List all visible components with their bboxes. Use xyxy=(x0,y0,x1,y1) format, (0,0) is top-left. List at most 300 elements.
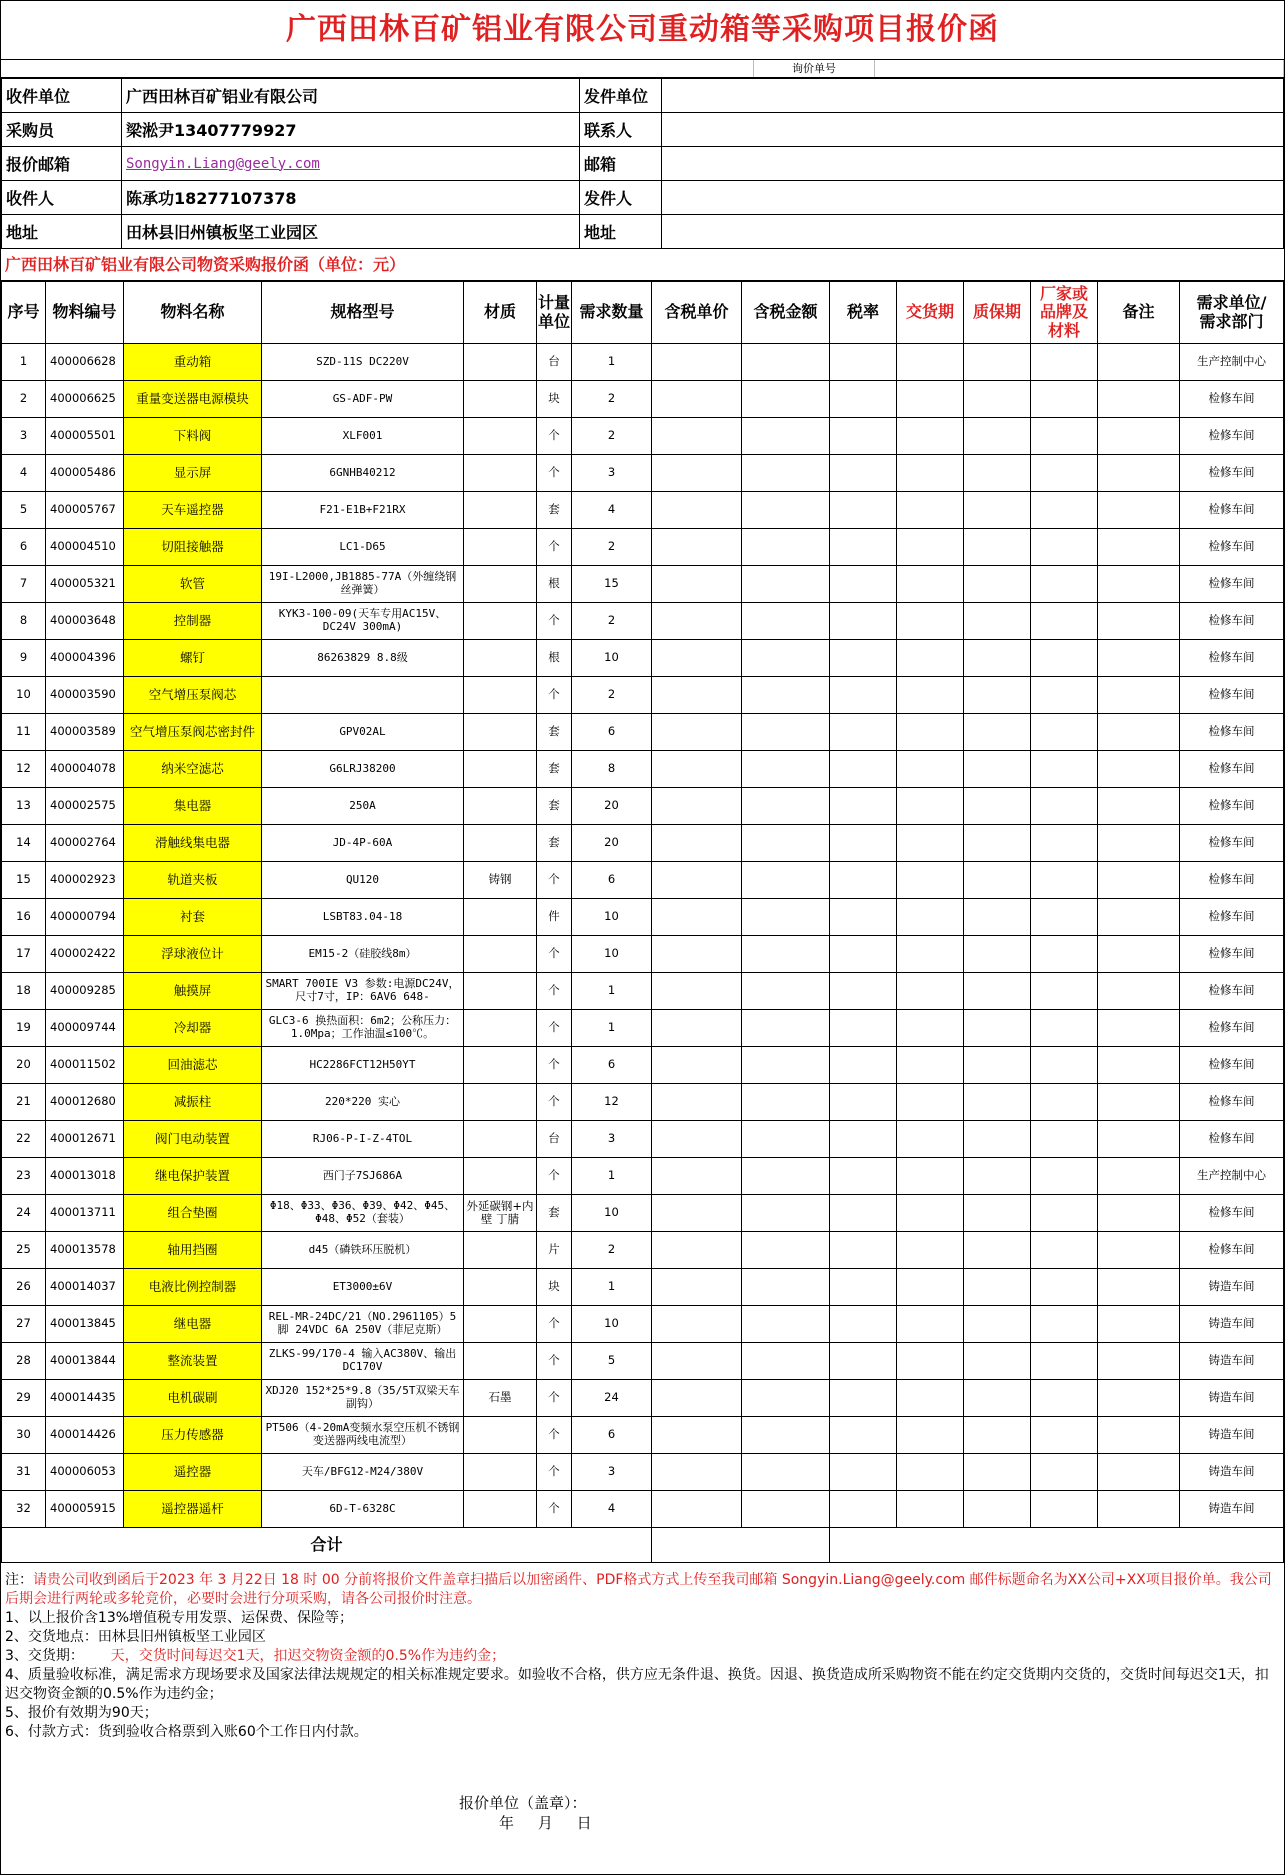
table-row xyxy=(2,1232,1284,1269)
item-unit-price-input[interactable] xyxy=(652,603,742,640)
item-amount-input[interactable] xyxy=(742,899,830,936)
inquiry-spacer xyxy=(1,60,754,77)
item-remark-input[interactable] xyxy=(1098,418,1180,455)
item-amount-input[interactable] xyxy=(742,862,830,899)
item-unit-price-input[interactable] xyxy=(652,788,742,825)
item-unit-price-input[interactable] xyxy=(652,973,742,1010)
item-remark-input[interactable] xyxy=(1098,899,1180,936)
item-material xyxy=(464,566,537,603)
item-warranty-input[interactable] xyxy=(964,529,1031,566)
item-brand-input[interactable] xyxy=(1031,751,1098,788)
item-remark-input[interactable] xyxy=(1098,1454,1180,1491)
item-delivery-input[interactable] xyxy=(897,455,964,492)
item-warranty-input[interactable] xyxy=(964,640,1031,677)
item-tax-input[interactable] xyxy=(830,788,897,825)
item-warranty-input[interactable] xyxy=(964,1269,1031,1306)
item-tax-input[interactable] xyxy=(830,566,897,603)
item-name: 压力传感器 xyxy=(124,1417,262,1454)
item-brand-input[interactable] xyxy=(1031,418,1098,455)
item-delivery-input[interactable] xyxy=(897,566,964,603)
info-input[interactable] xyxy=(662,181,1284,215)
item-spec: QU120 xyxy=(262,862,464,899)
item-unit: 个 xyxy=(537,1306,572,1343)
item-delivery-input[interactable] xyxy=(897,1047,964,1084)
item-delivery-input[interactable] xyxy=(897,529,964,566)
item-unit-price-input[interactable] xyxy=(652,825,742,862)
item-code: 400000794 xyxy=(46,899,124,936)
item-qty: 1 xyxy=(572,344,652,381)
item-code: 400009744 xyxy=(46,1010,124,1047)
item-tax-input[interactable] xyxy=(830,973,897,1010)
item-unit-price-input[interactable] xyxy=(652,1195,742,1232)
item-tax-input[interactable] xyxy=(830,1010,897,1047)
item-brand-input[interactable] xyxy=(1031,1195,1098,1232)
item-unit: 个 xyxy=(537,936,572,973)
item-remark-input[interactable] xyxy=(1098,603,1180,640)
item-delivery-input[interactable] xyxy=(897,788,964,825)
item-amount-input[interactable] xyxy=(742,455,830,492)
item-brand-input[interactable] xyxy=(1031,899,1098,936)
item-amount-input[interactable] xyxy=(742,492,830,529)
item-brand-input[interactable] xyxy=(1031,1454,1098,1491)
item-warranty-input[interactable] xyxy=(964,1232,1031,1269)
item-brand-input[interactable] xyxy=(1031,492,1098,529)
item-brand-input[interactable] xyxy=(1031,640,1098,677)
item-unit: 块 xyxy=(537,1269,572,1306)
item-warranty-input[interactable] xyxy=(964,714,1031,751)
item-tax-input[interactable] xyxy=(830,1491,897,1528)
item-brand-input[interactable] xyxy=(1031,677,1098,714)
item-amount-input[interactable] xyxy=(742,1380,830,1417)
item-delivery-input[interactable] xyxy=(897,418,964,455)
table-row xyxy=(2,825,1284,862)
item-tax-input[interactable] xyxy=(830,1158,897,1195)
item-unit-price-input[interactable] xyxy=(652,1047,742,1084)
item-remark-input[interactable] xyxy=(1098,1010,1180,1047)
item-spec: GLC3-6 换热面积：6m2；公称压力：1.0Mpa；工作油温≤100℃。 xyxy=(262,1010,464,1047)
item-qty: 1 xyxy=(572,1269,652,1306)
item-tax-input[interactable] xyxy=(830,677,897,714)
item-delivery-input[interactable] xyxy=(897,1121,964,1158)
item-unit-price-input[interactable] xyxy=(652,1454,742,1491)
item-remark-input[interactable] xyxy=(1098,1084,1180,1121)
item-amount-input[interactable] xyxy=(742,529,830,566)
item-material xyxy=(464,418,537,455)
item-delivery-input[interactable] xyxy=(897,1380,964,1417)
info-label: 发件单位 xyxy=(580,79,662,113)
item-brand-input[interactable] xyxy=(1031,344,1098,381)
item-warranty-input[interactable] xyxy=(964,788,1031,825)
item-seq: 25 xyxy=(2,1232,46,1269)
item-warranty-input[interactable] xyxy=(964,566,1031,603)
item-warranty-input[interactable] xyxy=(964,1417,1031,1454)
item-warranty-input[interactable] xyxy=(964,825,1031,862)
item-amount-input[interactable] xyxy=(742,1158,830,1195)
col-qty: 需求数量 xyxy=(572,282,652,344)
item-unit-price-input[interactable] xyxy=(652,529,742,566)
col-delivery: 交货期 xyxy=(897,282,964,344)
item-amount-input[interactable] xyxy=(742,1047,830,1084)
item-spec: ZLKS-99/170-4 输入AC380V、输出DC170V xyxy=(262,1343,464,1380)
item-tax-input[interactable] xyxy=(830,381,897,418)
item-tax-input[interactable] xyxy=(830,1084,897,1121)
item-tax-input[interactable] xyxy=(830,899,897,936)
item-brand-input[interactable] xyxy=(1031,1380,1098,1417)
item-remark-input[interactable] xyxy=(1098,1232,1180,1269)
item-delivery-input[interactable] xyxy=(897,640,964,677)
item-tax-input[interactable] xyxy=(830,1343,897,1380)
item-unit-price-input[interactable] xyxy=(652,455,742,492)
table-row xyxy=(2,936,1284,973)
item-unit-price-input[interactable] xyxy=(652,1269,742,1306)
item-code: 400014426 xyxy=(46,1417,124,1454)
item-dept: 检修车间 xyxy=(1180,1232,1284,1269)
item-seq: 19 xyxy=(2,1010,46,1047)
item-material xyxy=(464,714,537,751)
item-amount-input[interactable] xyxy=(742,1343,830,1380)
item-warranty-input[interactable] xyxy=(964,1491,1031,1528)
item-code: 400004078 xyxy=(46,751,124,788)
item-unit-price-input[interactable] xyxy=(652,899,742,936)
item-remark-input[interactable] xyxy=(1098,1158,1180,1195)
info-input[interactable] xyxy=(662,215,1284,249)
item-name: 切阻接触器 xyxy=(124,529,262,566)
item-warranty-input[interactable] xyxy=(964,1010,1031,1047)
item-unit-price-input[interactable] xyxy=(652,492,742,529)
item-delivery-input[interactable] xyxy=(897,1010,964,1047)
item-warranty-input[interactable] xyxy=(964,1158,1031,1195)
item-warranty-input[interactable] xyxy=(964,1195,1031,1232)
item-remark-input[interactable] xyxy=(1098,640,1180,677)
item-unit-price-input[interactable] xyxy=(652,1232,742,1269)
item-tax-input[interactable] xyxy=(830,936,897,973)
item-delivery-input[interactable] xyxy=(897,492,964,529)
item-tax-input[interactable] xyxy=(830,418,897,455)
item-remark-input[interactable] xyxy=(1098,455,1180,492)
item-delivery-input[interactable] xyxy=(897,825,964,862)
item-amount-input[interactable] xyxy=(742,418,830,455)
item-warranty-input[interactable] xyxy=(964,455,1031,492)
item-amount-input[interactable] xyxy=(742,1269,830,1306)
item-unit-price-input[interactable] xyxy=(652,640,742,677)
item-brand-input[interactable] xyxy=(1031,825,1098,862)
item-amount-input[interactable] xyxy=(742,640,830,677)
item-delivery-input[interactable] xyxy=(897,344,964,381)
item-tax-input[interactable] xyxy=(830,640,897,677)
item-delivery-input[interactable] xyxy=(897,1417,964,1454)
item-tax-input[interactable] xyxy=(830,1232,897,1269)
table-row xyxy=(2,529,1284,566)
item-tax-input[interactable] xyxy=(830,1454,897,1491)
item-seq: 3 xyxy=(2,418,46,455)
item-delivery-input[interactable] xyxy=(897,714,964,751)
item-remark-input[interactable] xyxy=(1098,1306,1180,1343)
item-remark-input[interactable] xyxy=(1098,492,1180,529)
item-brand-input[interactable] xyxy=(1031,936,1098,973)
item-delivery-input[interactable] xyxy=(897,862,964,899)
item-tax-input[interactable] xyxy=(830,825,897,862)
item-amount-input[interactable] xyxy=(742,677,830,714)
item-amount-input[interactable] xyxy=(742,825,830,862)
item-remark-input[interactable] xyxy=(1098,1121,1180,1158)
item-unit-price-input[interactable] xyxy=(652,1158,742,1195)
note-item: 6、付款方式：货到验收合格票到入账60个工作日内付款。 xyxy=(5,1724,368,1740)
item-unit-price-input[interactable] xyxy=(652,1306,742,1343)
item-delivery-input[interactable] xyxy=(897,1343,964,1380)
item-dept: 铸造车间 xyxy=(1180,1491,1284,1528)
item-remark-input[interactable] xyxy=(1098,677,1180,714)
item-qty: 8 xyxy=(572,751,652,788)
item-amount-input[interactable] xyxy=(742,1084,830,1121)
item-amount-input[interactable] xyxy=(742,1195,830,1232)
item-warranty-input[interactable] xyxy=(964,1084,1031,1121)
item-warranty-input[interactable] xyxy=(964,936,1031,973)
item-unit-price-input[interactable] xyxy=(652,862,742,899)
item-amount-input[interactable] xyxy=(742,566,830,603)
item-material xyxy=(464,1306,537,1343)
item-unit: 套 xyxy=(537,492,572,529)
email-link[interactable]: Songyin.Liang@geely.com xyxy=(122,147,580,181)
item-remark-input[interactable] xyxy=(1098,1343,1180,1380)
item-name: 阀门电动装置 xyxy=(124,1121,262,1158)
item-remark-input[interactable] xyxy=(1098,1195,1180,1232)
item-delivery-input[interactable] xyxy=(897,1158,964,1195)
item-tax-input[interactable] xyxy=(830,529,897,566)
item-warranty-input[interactable] xyxy=(964,899,1031,936)
item-delivery-input[interactable] xyxy=(897,603,964,640)
item-warranty-input[interactable] xyxy=(964,603,1031,640)
item-code: 400003589 xyxy=(46,714,124,751)
item-tax-input[interactable] xyxy=(830,1269,897,1306)
item-amount-input[interactable] xyxy=(742,1232,830,1269)
item-remark-input[interactable] xyxy=(1098,1269,1180,1306)
item-material xyxy=(464,973,537,1010)
item-remark-input[interactable] xyxy=(1098,788,1180,825)
item-brand-input[interactable] xyxy=(1031,1491,1098,1528)
item-delivery-input[interactable] xyxy=(897,1084,964,1121)
item-unit-price-input[interactable] xyxy=(652,1491,742,1528)
item-amount-input[interactable] xyxy=(742,1010,830,1047)
item-dept: 检修车间 xyxy=(1180,973,1284,1010)
item-delivery-input[interactable] xyxy=(897,1491,964,1528)
item-brand-input[interactable] xyxy=(1031,1084,1098,1121)
item-warranty-input[interactable] xyxy=(964,1380,1031,1417)
item-brand-input[interactable] xyxy=(1031,1306,1098,1343)
item-amount-input[interactable] xyxy=(742,751,830,788)
info-input[interactable] xyxy=(662,79,1284,113)
item-unit-price-input[interactable] xyxy=(652,936,742,973)
item-unit-price-input[interactable] xyxy=(652,1343,742,1380)
item-unit-price-input[interactable] xyxy=(652,1380,742,1417)
item-warranty-input[interactable] xyxy=(964,751,1031,788)
item-warranty-input[interactable] xyxy=(964,1306,1031,1343)
note-item: 1、以上报价含13%增值税专用发票、运保费、保险等； xyxy=(5,1610,354,1626)
item-seq: 13 xyxy=(2,788,46,825)
item-brand-input[interactable] xyxy=(1031,788,1098,825)
item-spec: LSBT83.04-18 xyxy=(262,899,464,936)
item-delivery-input[interactable] xyxy=(897,1195,964,1232)
item-delivery-input[interactable] xyxy=(897,677,964,714)
item-remark-input[interactable] xyxy=(1098,1047,1180,1084)
item-amount-input[interactable] xyxy=(742,1491,830,1528)
item-material xyxy=(464,1343,537,1380)
item-brand-input[interactable] xyxy=(1031,455,1098,492)
item-warranty-input[interactable] xyxy=(964,1047,1031,1084)
info-input[interactable] xyxy=(662,147,1284,181)
item-tax-input[interactable] xyxy=(830,492,897,529)
item-brand-input[interactable] xyxy=(1031,1417,1098,1454)
item-tax-input[interactable] xyxy=(830,1121,897,1158)
item-material: 外延碳钢+内壁 丁腈 xyxy=(464,1195,537,1232)
item-unit-price-input[interactable] xyxy=(652,1417,742,1454)
item-delivery-input[interactable] xyxy=(897,899,964,936)
item-seq: 12 xyxy=(2,751,46,788)
item-warranty-input[interactable] xyxy=(964,1454,1031,1491)
item-remark-input[interactable] xyxy=(1098,973,1180,1010)
item-brand-input[interactable] xyxy=(1031,1047,1098,1084)
item-warranty-input[interactable] xyxy=(964,344,1031,381)
item-delivery-input[interactable] xyxy=(897,1232,964,1269)
item-remark-input[interactable] xyxy=(1098,714,1180,751)
item-spec: d45（磷铁环压脱机） xyxy=(262,1232,464,1269)
item-delivery-input[interactable] xyxy=(897,381,964,418)
item-unit-price-input[interactable] xyxy=(652,344,742,381)
item-remark-input[interactable] xyxy=(1098,936,1180,973)
item-brand-input[interactable] xyxy=(1031,566,1098,603)
item-tax-input[interactable] xyxy=(830,1195,897,1232)
item-remark-input[interactable] xyxy=(1098,1417,1180,1454)
item-warranty-input[interactable] xyxy=(964,973,1031,1010)
item-material xyxy=(464,677,537,714)
item-tax-input[interactable] xyxy=(830,344,897,381)
inquiry-number-label: 询价单号 xyxy=(754,60,875,77)
col-brand-line: 品牌及 xyxy=(1039,302,1088,322)
item-amount-input[interactable] xyxy=(742,603,830,640)
item-remark-input[interactable] xyxy=(1098,529,1180,566)
item-remark-input[interactable] xyxy=(1098,344,1180,381)
item-delivery-input[interactable] xyxy=(897,1454,964,1491)
inquiry-number-value[interactable] xyxy=(875,60,1284,77)
item-unit-price-input[interactable] xyxy=(652,1121,742,1158)
col-unit-price: 含税单价 xyxy=(652,282,742,344)
item-amount-input[interactable] xyxy=(742,1454,830,1491)
item-brand-input[interactable] xyxy=(1031,603,1098,640)
item-spec: JD-4P-60A xyxy=(262,825,464,862)
item-brand-input[interactable] xyxy=(1031,1010,1098,1047)
item-delivery-input[interactable] xyxy=(897,936,964,973)
item-material xyxy=(464,1417,537,1454)
item-amount-input[interactable] xyxy=(742,788,830,825)
item-brand-input[interactable] xyxy=(1031,1343,1098,1380)
item-dept: 检修车间 xyxy=(1180,714,1284,751)
total-amount-cell[interactable] xyxy=(652,1528,830,1563)
item-warranty-input[interactable] xyxy=(964,1343,1031,1380)
item-seq: 28 xyxy=(2,1343,46,1380)
item-remark-input[interactable] xyxy=(1098,381,1180,418)
item-amount-input[interactable] xyxy=(742,381,830,418)
item-amount-input[interactable] xyxy=(742,1121,830,1158)
item-code: 400009285 xyxy=(46,973,124,1010)
item-warranty-input[interactable] xyxy=(964,677,1031,714)
table-row xyxy=(2,677,1284,714)
item-unit-price-input[interactable] xyxy=(652,1010,742,1047)
item-amount-input[interactable] xyxy=(742,714,830,751)
item-code: 400005486 xyxy=(46,455,124,492)
item-remark-input[interactable] xyxy=(1098,1380,1180,1417)
item-brand-input[interactable] xyxy=(1031,1121,1098,1158)
item-amount-input[interactable] xyxy=(742,1306,830,1343)
item-delivery-input[interactable] xyxy=(897,1306,964,1343)
item-delivery-input[interactable] xyxy=(897,973,964,1010)
item-brand-input[interactable] xyxy=(1031,714,1098,751)
item-warranty-input[interactable] xyxy=(964,381,1031,418)
item-tax-input[interactable] xyxy=(830,603,897,640)
item-warranty-input[interactable] xyxy=(964,418,1031,455)
item-unit-price-input[interactable] xyxy=(652,1084,742,1121)
item-remark-input[interactable] xyxy=(1098,825,1180,862)
item-remark-input[interactable] xyxy=(1098,862,1180,899)
item-material xyxy=(464,825,537,862)
item-tax-input[interactable] xyxy=(830,1417,897,1454)
item-qty: 6 xyxy=(572,1047,652,1084)
item-unit-price-input[interactable] xyxy=(652,418,742,455)
item-tax-input[interactable] xyxy=(830,751,897,788)
item-remark-input[interactable] xyxy=(1098,1491,1180,1528)
item-unit-price-input[interactable] xyxy=(652,677,742,714)
item-tax-input[interactable] xyxy=(830,714,897,751)
item-amount-input[interactable] xyxy=(742,344,830,381)
item-unit-price-input[interactable] xyxy=(652,381,742,418)
info-label: 收件人 xyxy=(2,181,122,215)
item-qty: 10 xyxy=(572,1195,652,1232)
item-dept: 检修车间 xyxy=(1180,1195,1284,1232)
item-remark-input[interactable] xyxy=(1098,566,1180,603)
item-unit-price-input[interactable] xyxy=(652,714,742,751)
item-amount-input[interactable] xyxy=(742,936,830,973)
item-unit-price-input[interactable] xyxy=(652,566,742,603)
item-brand-input[interactable] xyxy=(1031,862,1098,899)
item-remark-input[interactable] xyxy=(1098,751,1180,788)
item-unit: 件 xyxy=(537,899,572,936)
item-warranty-input[interactable] xyxy=(964,492,1031,529)
item-brand-input[interactable] xyxy=(1031,973,1098,1010)
info-input[interactable] xyxy=(662,113,1284,147)
item-brand-input[interactable] xyxy=(1031,1158,1098,1195)
item-seq: 1 xyxy=(2,344,46,381)
item-delivery-input[interactable] xyxy=(897,1269,964,1306)
item-name: 电机碳刷 xyxy=(124,1380,262,1417)
item-amount-input[interactable] xyxy=(742,1417,830,1454)
item-tax-input[interactable] xyxy=(830,1047,897,1084)
item-tax-input[interactable] xyxy=(830,1306,897,1343)
item-delivery-input[interactable] xyxy=(897,751,964,788)
item-brand-input[interactable] xyxy=(1031,529,1098,566)
item-material xyxy=(464,1010,537,1047)
item-seq: 26 xyxy=(2,1269,46,1306)
item-tax-input[interactable] xyxy=(830,455,897,492)
item-code: 400003590 xyxy=(46,677,124,714)
item-tax-input[interactable] xyxy=(830,862,897,899)
item-brand-input[interactable] xyxy=(1031,1269,1098,1306)
item-tax-input[interactable] xyxy=(830,1380,897,1417)
item-unit-price-input[interactable] xyxy=(652,751,742,788)
item-brand-input[interactable] xyxy=(1031,1232,1098,1269)
table-row xyxy=(2,1269,1284,1306)
item-warranty-input[interactable] xyxy=(964,862,1031,899)
item-warranty-input[interactable] xyxy=(964,1121,1031,1158)
item-amount-input[interactable] xyxy=(742,973,830,1010)
item-brand-input[interactable] xyxy=(1031,381,1098,418)
